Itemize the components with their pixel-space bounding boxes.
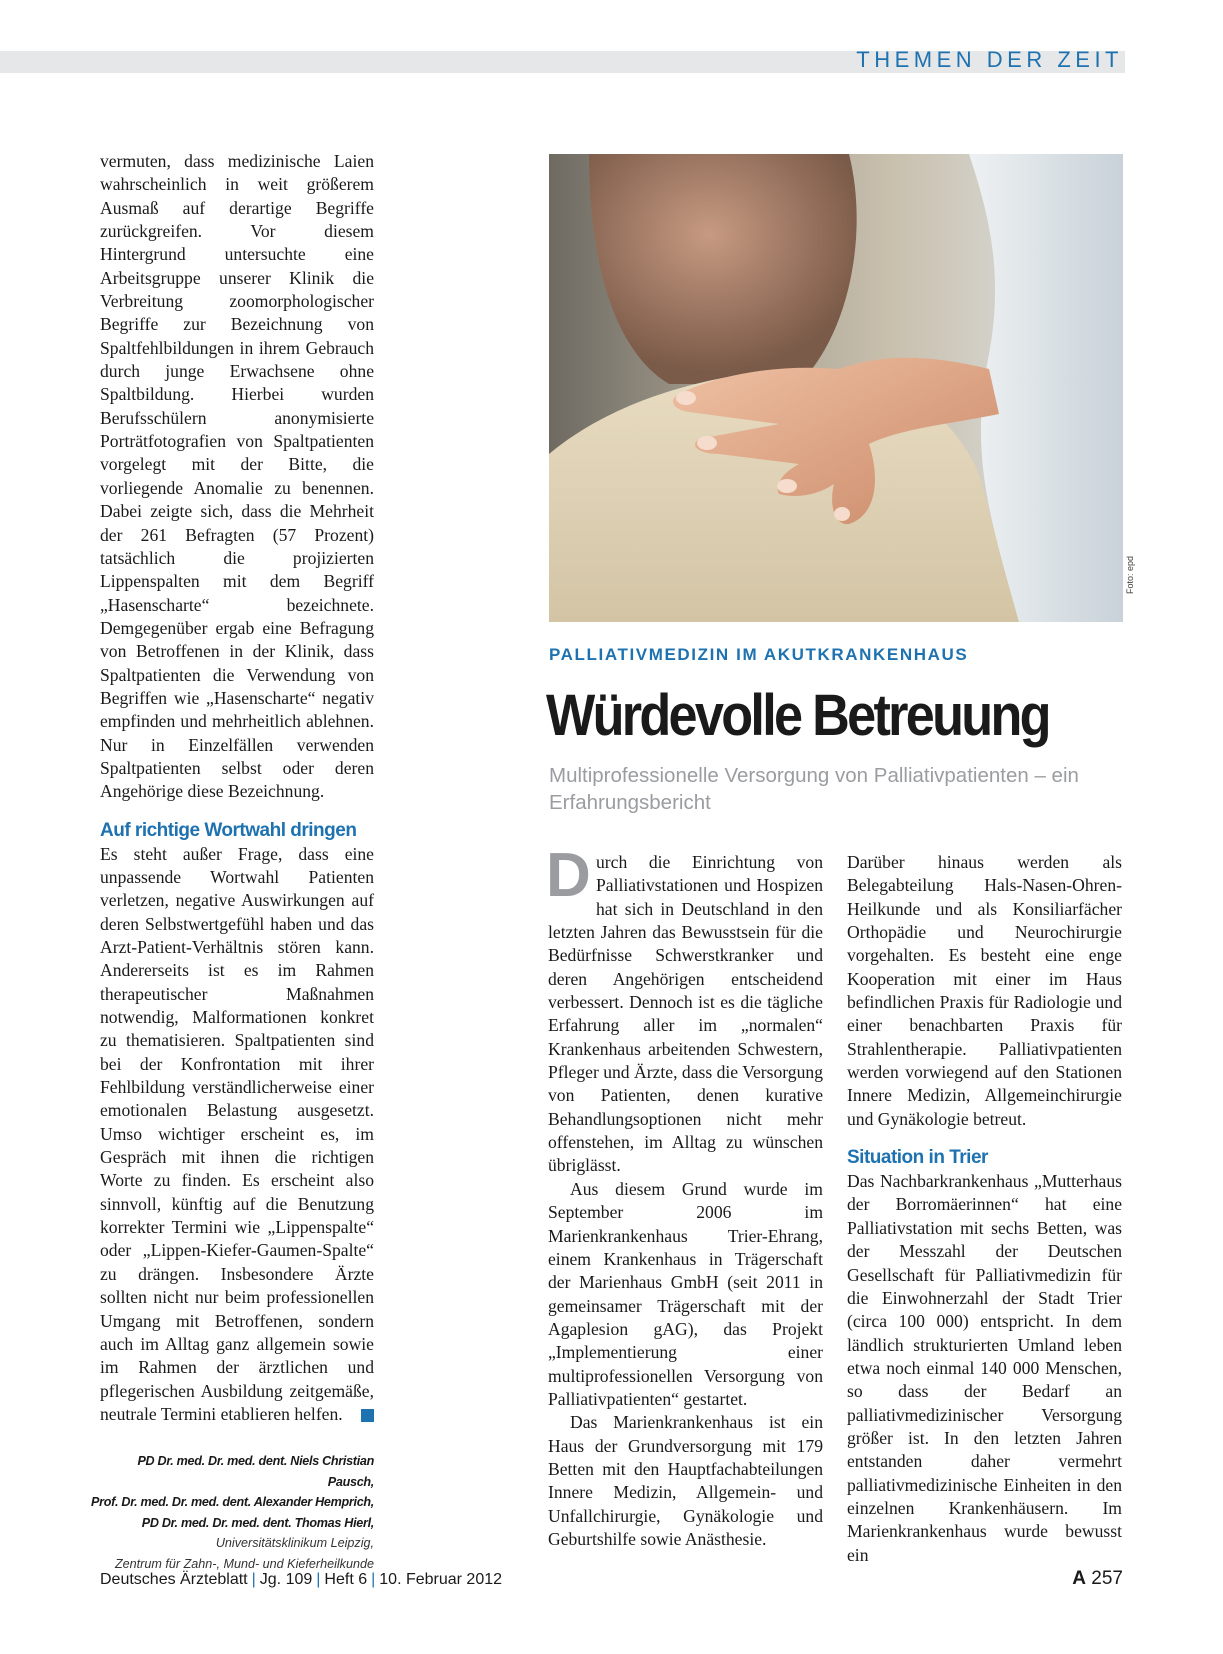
body-text: urch die Einrichtung von Palliativstationen und Hospizen hat sich in Deutschland in den letzten Jahren das Bewusstsein für die Bedürfnisse Schwerstkranker und deren Angehörigen entscheidend verbessert. Dennoch ist es die tägliche Erfahrung aller im „normalen“ Krankenhaus arbeitenden Schwestern, Pfleger und Ärzte, dass die Versorgung von Patienten, denen kurative Behandlungsoptionen nicht mehr offenstehen, im Alltag zu wünschen übriglässt. — [548, 852, 823, 1176]
page-number — [1072, 1568, 1123, 1590]
author-name: Prof. Dr. med. Dr. med. dent. Alexander Hemprich, — [91, 1495, 374, 1509]
drop-cap: D — [546, 841, 591, 910]
journal-issue: Heft 6 — [324, 1571, 368, 1588]
end-mark-icon — [361, 1409, 374, 1422]
body-paragraph — [100, 843, 374, 1427]
separator: | — [316, 1571, 321, 1588]
article-photo — [549, 154, 1123, 622]
body-paragraph: Darüber hinaus werden als Belegabteilung Hals-Nasen-Ohren-Heilkunde und als Konsiliarfächer Orthopädie und Neurochirurgie vorgehalten. Es besteht eine enge Kooperation mit einer im Haus befindlichen Praxis für Radiologie und einer benachbarten Praxis für Strahlentherapie. Palliativpatienten werden vorwiegend auf den Stationen Innere Medizin, Allgemeinchirurgie und Gynäkologie betreut. — [847, 852, 1122, 1129]
author-block — [90, 1451, 374, 1574]
journal-volume: Jg. 109 — [259, 1571, 313, 1588]
page-number-value: 257 — [1091, 1568, 1123, 1589]
body-paragraph: vermuten, dass medizinische Laien wahrscheinlich in weit größerem Ausmaß auf derartige Begriffe zurückgreifen. Vor diesem Hintergrund untersuchte eine Arbeitsgruppe unserer Klinik die Verbreitung zoomorphologischer Begriffe zur Bezeichnung von Spaltfehlbildungen in ihrem Gebrauch durch junge Erwachsene ohne Spaltbildung. Hierbei wurden Berufsschülern anonymisierte Porträtfotografien von Spaltpatienten vorgelegt mit der Bitte, die vorliegende Anomalie zu benennen. Dabei zeigte sich, dass die Mehrheit der 261 Befragten (57 Prozent) tatsächlich die projizierten Lippenspalten mit dem Begriff „Hasenscharte“ bezeichnete. Demgegenüber ergab eine Befragung von Betroffenen in der Klinik, dass Spaltpatienten die Verwendung von Begriffen wie „Hasenscharte“ negativ empfinden und mehrheitlich ablehnen. Nur in Einzelfällen verwenden Spaltpatienten selbst oder deren Angehörige diese Bezeichnung. — [100, 151, 374, 802]
body-paragraph: Das Marienkrankenhaus ist ein Haus der Grundversorgung mit 179 Betten mit den Hauptfachabteilungen Innere Medizin, Allgemein- und Unfallchirurgie, Gynäkologie und Geburtshilfe sowie Anästhesie. — [548, 1412, 823, 1549]
article-subtitle: Multiprofessionelle Versorgung von Palliativpatienten – ein Erfahrungsbericht — [549, 764, 1079, 814]
journal-name: Deutsches Ärzteblatt — [100, 1571, 248, 1588]
right-column — [847, 851, 1122, 1567]
photo-illustration — [549, 154, 1123, 622]
separator: | — [251, 1571, 256, 1588]
article-kicker: PALLIATIVMEDIZIN IM AKUTKRANKENHAUS — [549, 645, 969, 664]
photo-credit: Foto: epd — [1125, 555, 1135, 594]
section-label: THEMEN DER ZEIT — [856, 47, 1123, 72]
author-name: PD Dr. med. Dr. med. dent. Niels Christian Pausch, — [137, 1454, 374, 1489]
body-paragraph — [546, 841, 823, 1178]
author-affiliation: Universitätsklinikum Leipzig, — [215, 1536, 374, 1550]
page-prefix: A — [1072, 1568, 1087, 1589]
left-column — [100, 150, 374, 1426]
author-name: PD Dr. med. Dr. med. dent. Thomas Hierl, — [141, 1515, 374, 1530]
page-footer — [100, 1568, 1123, 1595]
subheading: Situation in Trier — [847, 1147, 988, 1169]
article-headline: Würdevolle Betreuung — [546, 683, 1049, 748]
body-paragraph: Aus diesem Grund wurde im September 2006 im Marienkrankenhaus Trier-Ehrang, einem Krankenhaus in Trägerschaft der Marienhaus GmbH (seit 2011 in gemeinsamer Trägerschaft mit der Agaplesion gAG), das Projekt „Implementierung einer multiprofessionellen Versorgung von Palliativpatienten“ gestartet. — [548, 1178, 823, 1409]
middle-column — [546, 841, 823, 1551]
body-text: Es steht außer Frage, dass eine unpassende Wortwahl Patienten verletzen, negative Auswirkungen auf deren Selbstwertgefühl haben und das Arzt-Patient-Verhältnis stören kann. Andererseits ist es im Rahmen therapeutischer Maßnahmen notwendig, Malformationen konkret zu thematisieren. Spaltpatienten sind bei der Konfrontation mit ihrer Fehlbildung verständlicherweise einer emotionalen Belastung ausgesetzt. Umso wichtiger erscheint es, im Gespräch mit ihnen die richtigen Worte zu finden. Es erscheint also sinnvoll, künftig auf die Benutzung korrekter Termini wie „Lippenspalte“ oder „Lippen-Kiefer-Gaumen-Spalte“ zu drängen. Insbesondere Ärzte sollten nicht nur beim professionellen Umgang mit Betroffenen, sondern auch im Alltag ganz allgemein sowie im Rahmen der ärztlichen und pflegerischen Ausbildung zeitgemäße, neutrale Termini etablieren helfen. — [100, 843, 374, 1424]
body-paragraph: Das Nachbarkrankenhaus „Mutterhaus der Borromäerinnen“ hat eine Palliativstation mit sechs Betten, was der Messzahl der Deutschen Gesellschaft für Palliativmedizin für die Einwohnerzahl der Stadt Trier (circa 100 000) entspricht. In dem ländlich strukturierten Umland leben etwa noch einmal 140 000 Menschen, so dass der Bedarf an palliativmedizinischer Versorgung größer ist. In den letzten Jahren entstanden daher vermehrt palliativmedizinische Einheiten in den einzelnen Krankenhäusern. Im Marienkrankenhaus wurde bewusst ein — [847, 1171, 1122, 1565]
subheading: Auf richtige Wortwahl dringen — [100, 819, 357, 841]
issue-date: 10. Februar 2012 — [379, 1571, 503, 1588]
separator: | — [371, 1571, 376, 1588]
author-affiliation: Zentrum für Zahn-, Mund- und Kieferheilkunde — [114, 1556, 374, 1571]
